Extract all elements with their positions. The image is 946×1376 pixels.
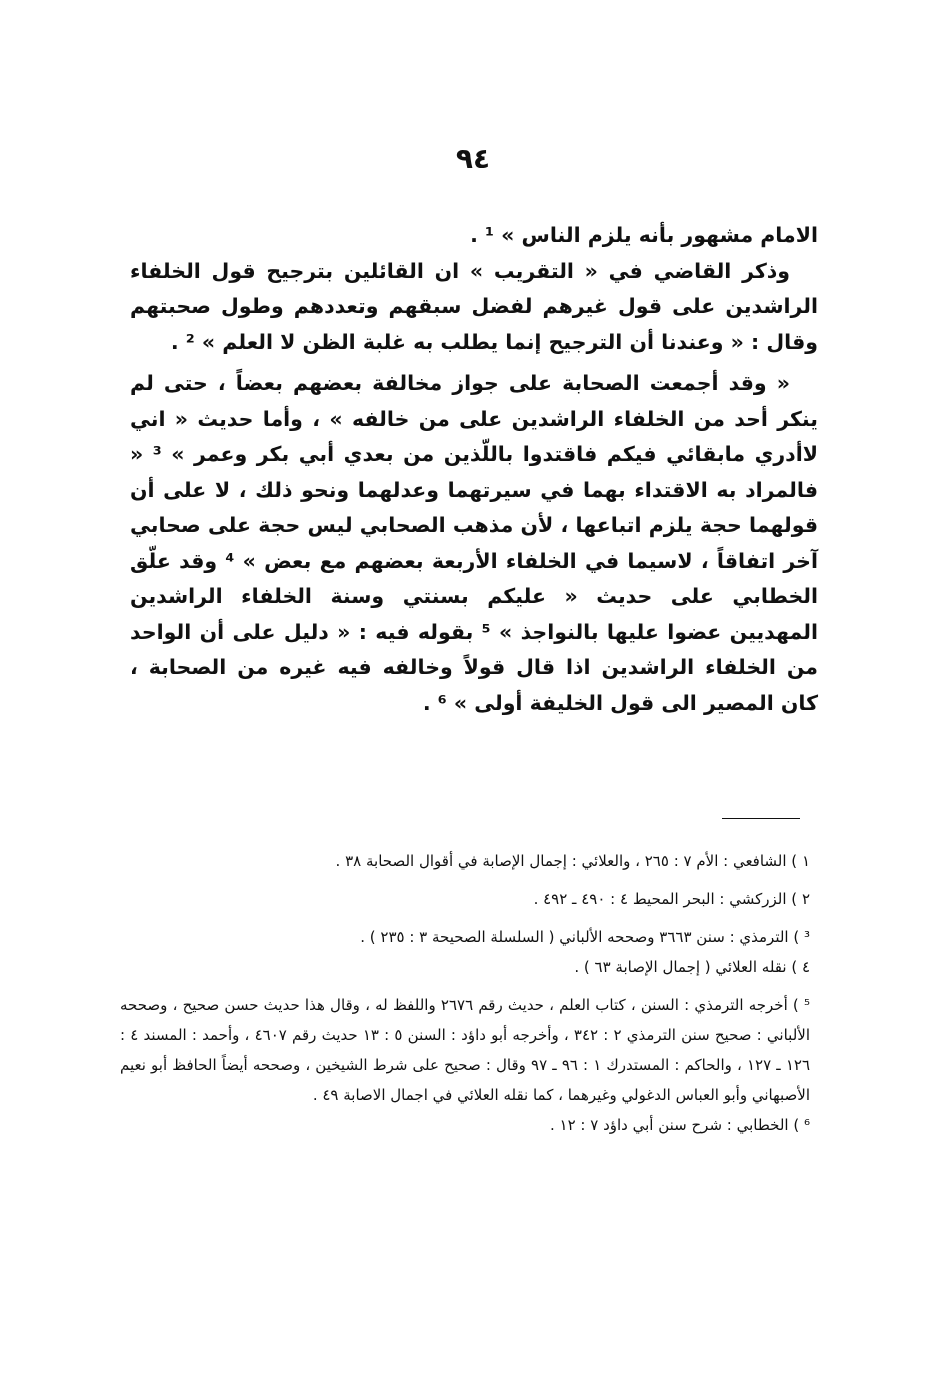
footnote-divider — [722, 818, 800, 819]
paragraph: وذكر القاضي في « التقريب » ان القائلين بترجيح قول الخلفاء الراشدين على قول غيرهم لفضل سبقهم وتعددهم وطول صحبتهم وقال : « وعندنا أن الترجيح إنما يطلب به غلبة الظن لا العلم » ² . — [130, 258, 818, 354]
footnote: ١ ) الشافعي : الأم ٧ : ٢٦٥ ، والعلائي : إجمال الإصابة في أقوال الصحابة ٣٨ . — [335, 852, 810, 870]
footnote: ٤ ) نقله العلائي ( إجمال الإصابة ٦٣ ) . — [574, 958, 810, 976]
main-text — [130, 218, 818, 721]
footnote: ⁵ ) أخرجه الترمذي : السنن ، كتاب العلم ، حديث رقم ٢٦٧٦ واللفظ له ، وقال هذا حديث حسن صحيح ، وصححه الألباني : صحيح سنن الترمذي ٢ : ٣٤٢ ، وأخرجه أبو داؤد : السنن ٥ : ١٣ حديث رقم ٤٦٠٧ ، وأحمد : المسند ٤ : ١٢٦ ـ ١٢٧ ، والحاكم : المستدرك ١ : ٩٦ ـ ٩٧ وقال : صحيح على شرط الشيخين ، وصححه أيضاً الحافظ أبو نعيم الأصبهاني وأبو العباس الدغولي وغيرهما ، كما نقله العلائي في اجمال الاصابة ٤٩ . — [120, 996, 810, 1104]
paragraph: « وقد أجمعت الصحابة على جواز مخالفة بعضهم بعضاً ، حتى لم ينكر أحد من الخلفاء الراشدين على من خالفه » ، وأما حديث « اني لاأدري مابقائي فيكم فاقتدوا باللّذين من بعدي أبي بكر وعمر » ³ « فالمراد به الاقتداء بهما في سيرتهما وعدلهما ونحو ذلك ، لا على أن قولهما حجة يلزم اتباعها ، لأن مذهب الصحابي ليس حجة على صحابي آخر اتفاقاً ، لاسيما في الخلفاء الأربعة بعضهم مع بعض » ⁴ وقد علّق الخطابي على حديث « عليكم بسنتي وسنة الخلفاء الراشدين المهديين عضوا عليها بالنواجذ » ⁵ بقوله فيه : « دليل على أن الواحد من الخلفاء الراشدين اذا قال قولاً وخالفه فيه غيره من الصحابة ، كان المصير الى قول الخليفة أولى » ⁶ . — [130, 371, 819, 715]
paragraph: الامام مشهور بأنه يلزم الناس » ¹ . — [470, 223, 818, 247]
footnote: ⁶ ) الخطابي : شرح سنن أبي داؤد ٧ : ١٢ . — [549, 1116, 810, 1134]
page-number: ٩٤ — [455, 142, 491, 175]
footnote: ٢ ) الزركشي : البحر المحيط ٤ : ٤٩٠ ـ ٤٩٢ . — [533, 890, 810, 908]
footnotes — [120, 846, 810, 1140]
footnote: ³ ) الترمذي : سنن ٣٦٦٣ وصححه الألباني ( السلسلة الصحيحة ٣ : ٢٣٥ ) . — [360, 928, 810, 946]
